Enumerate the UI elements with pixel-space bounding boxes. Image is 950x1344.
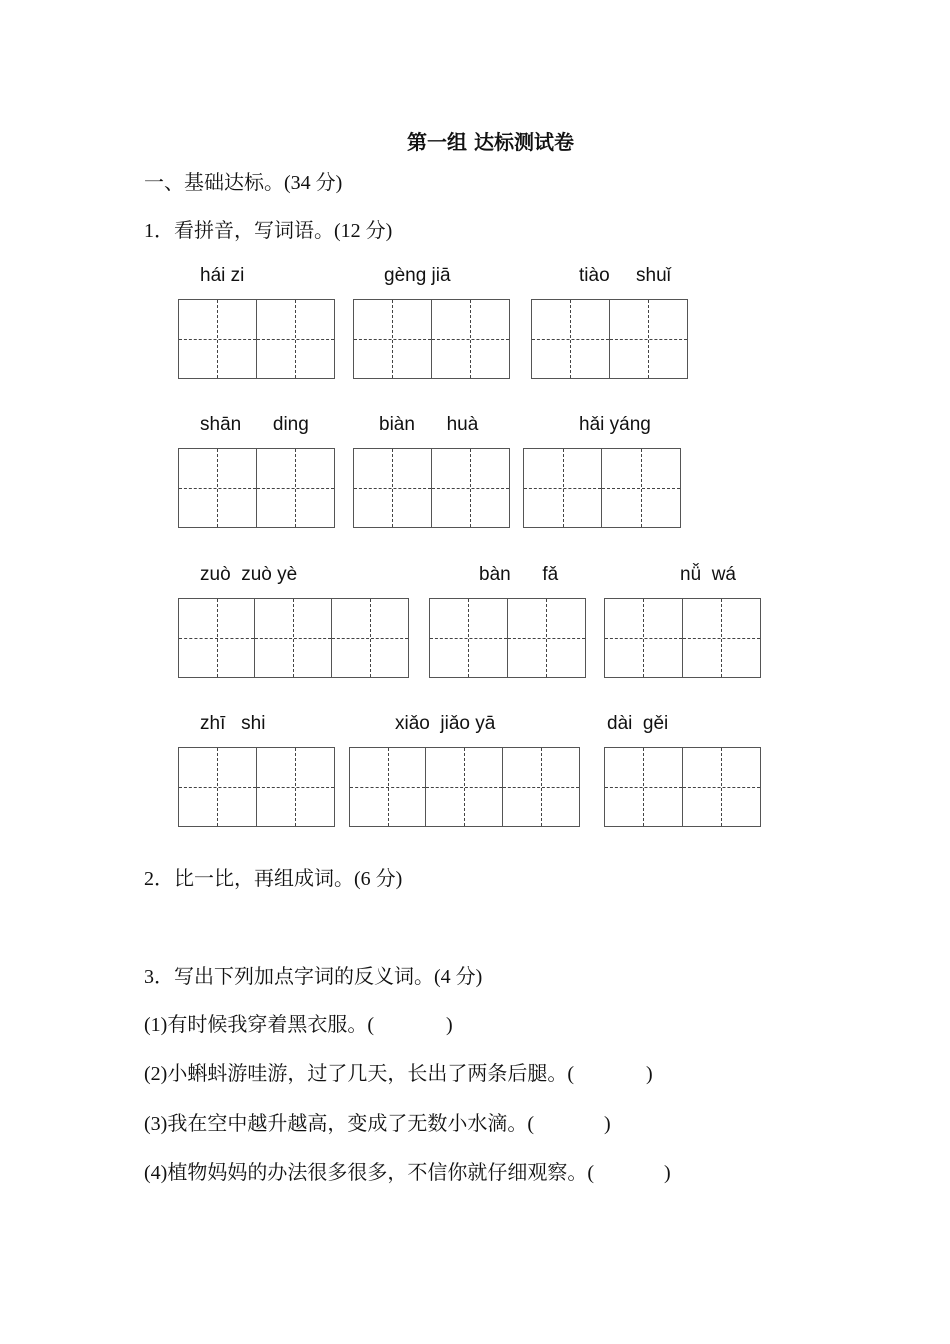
grid-cell[interactable] <box>683 599 761 677</box>
question-3-item <box>144 1107 611 1136</box>
writing-grid-zuozuoye[interactable] <box>178 598 409 678</box>
writing-grid-bianhua[interactable] <box>353 448 510 528</box>
section-score: (34 分) <box>284 172 343 194</box>
paren-close: ) <box>603 1113 611 1135</box>
grid-cell[interactable] <box>508 599 586 677</box>
writing-grid-haizi[interactable] <box>178 299 335 379</box>
question-3-score: (4 分) <box>434 966 483 988</box>
grid-cell[interactable] <box>354 449 432 527</box>
question-3-item <box>144 1156 671 1185</box>
question-1-heading <box>144 214 392 243</box>
writing-grid-xiaojiaoya[interactable] <box>349 747 580 827</box>
question-3-item <box>144 1057 653 1086</box>
grid-cell[interactable] <box>257 748 335 826</box>
question-1-score: (12 分) <box>334 220 393 242</box>
grid-cell[interactable] <box>532 300 610 378</box>
grid-cell[interactable] <box>602 449 680 527</box>
pinyin-label: hái zi <box>200 265 245 286</box>
question-3-heading <box>144 960 482 989</box>
grid-cell[interactable] <box>432 449 510 527</box>
writing-grid-haiyang[interactable] <box>523 448 681 528</box>
writing-grid-tiaoshui[interactable] <box>531 299 688 379</box>
item-text: (3)我在空中越升越高，变成了无数小水滴。( <box>144 1113 534 1135</box>
pinyin-label: xiǎo jiǎo yā <box>395 713 496 734</box>
pinyin-label: biàn huà <box>379 414 479 435</box>
section-label: 一、基础达标。 <box>144 170 284 194</box>
section-heading <box>144 166 342 195</box>
question-3-item <box>144 1008 453 1037</box>
grid-cell[interactable] <box>354 300 432 378</box>
writing-grid-nuwa[interactable] <box>604 598 761 678</box>
grid-cell[interactable] <box>350 748 426 826</box>
writing-grid-gengjia[interactable] <box>353 299 510 379</box>
pinyin-label: tiào shuǐ <box>579 265 671 286</box>
grid-cell[interactable] <box>430 599 508 677</box>
paren-close: ) <box>663 1162 671 1184</box>
grid-cell[interactable] <box>255 599 331 677</box>
pinyin-label: zhī shi <box>200 713 266 734</box>
writing-grid-zhishi[interactable] <box>178 747 335 827</box>
grid-cell[interactable] <box>179 748 257 826</box>
grid-cell[interactable] <box>610 300 688 378</box>
paren-close: ) <box>645 1063 653 1085</box>
pinyin-label: bàn fǎ <box>479 564 559 585</box>
writing-grid-daigei[interactable] <box>604 747 761 827</box>
grid-cell[interactable] <box>179 300 257 378</box>
item-text: (1)有时候我穿着黑衣服。( <box>144 1014 374 1036</box>
item-text: (4)植物妈妈的办法很多很多，不信你就仔细观察。( <box>144 1162 594 1184</box>
question-1-label: 1．看拼音，写词语。 <box>144 220 334 242</box>
item-text: (2)小蝌蚪游哇游，过了几天，长出了两条后腿。( <box>144 1063 574 1085</box>
grid-cell[interactable] <box>503 748 579 826</box>
grid-cell[interactable] <box>605 599 683 677</box>
grid-cell[interactable] <box>257 300 335 378</box>
pinyin-label: shān ding <box>200 414 309 435</box>
grid-cell[interactable] <box>683 748 761 826</box>
writing-grid-shanding[interactable] <box>178 448 335 528</box>
question-2-heading <box>144 862 402 891</box>
grid-cell[interactable] <box>432 300 510 378</box>
grid-cell[interactable] <box>179 449 257 527</box>
pinyin-label: gèng jiā <box>384 265 451 286</box>
question-3-label: 3．写出下列加点字词的反义词。 <box>144 966 434 988</box>
writing-grid-banfa[interactable] <box>429 598 586 678</box>
grid-cell[interactable] <box>524 449 602 527</box>
page-title: 第一组 达标测试卷 <box>407 130 574 154</box>
pinyin-label: hǎi yáng <box>579 414 651 435</box>
pinyin-label: dài gěi <box>607 713 669 734</box>
question-2-label: 2．比一比，再组成词。 <box>144 868 354 890</box>
grid-cell[interactable] <box>426 748 502 826</box>
pinyin-label: zuò zuò yè <box>200 564 298 585</box>
pinyin-label: nǚ wá <box>680 564 736 585</box>
paren-close: ) <box>445 1014 453 1036</box>
grid-cell[interactable] <box>179 599 255 677</box>
grid-cell[interactable] <box>257 449 335 527</box>
question-2-score: (6 分) <box>354 868 403 890</box>
grid-cell[interactable] <box>605 748 683 826</box>
grid-cell[interactable] <box>332 599 408 677</box>
